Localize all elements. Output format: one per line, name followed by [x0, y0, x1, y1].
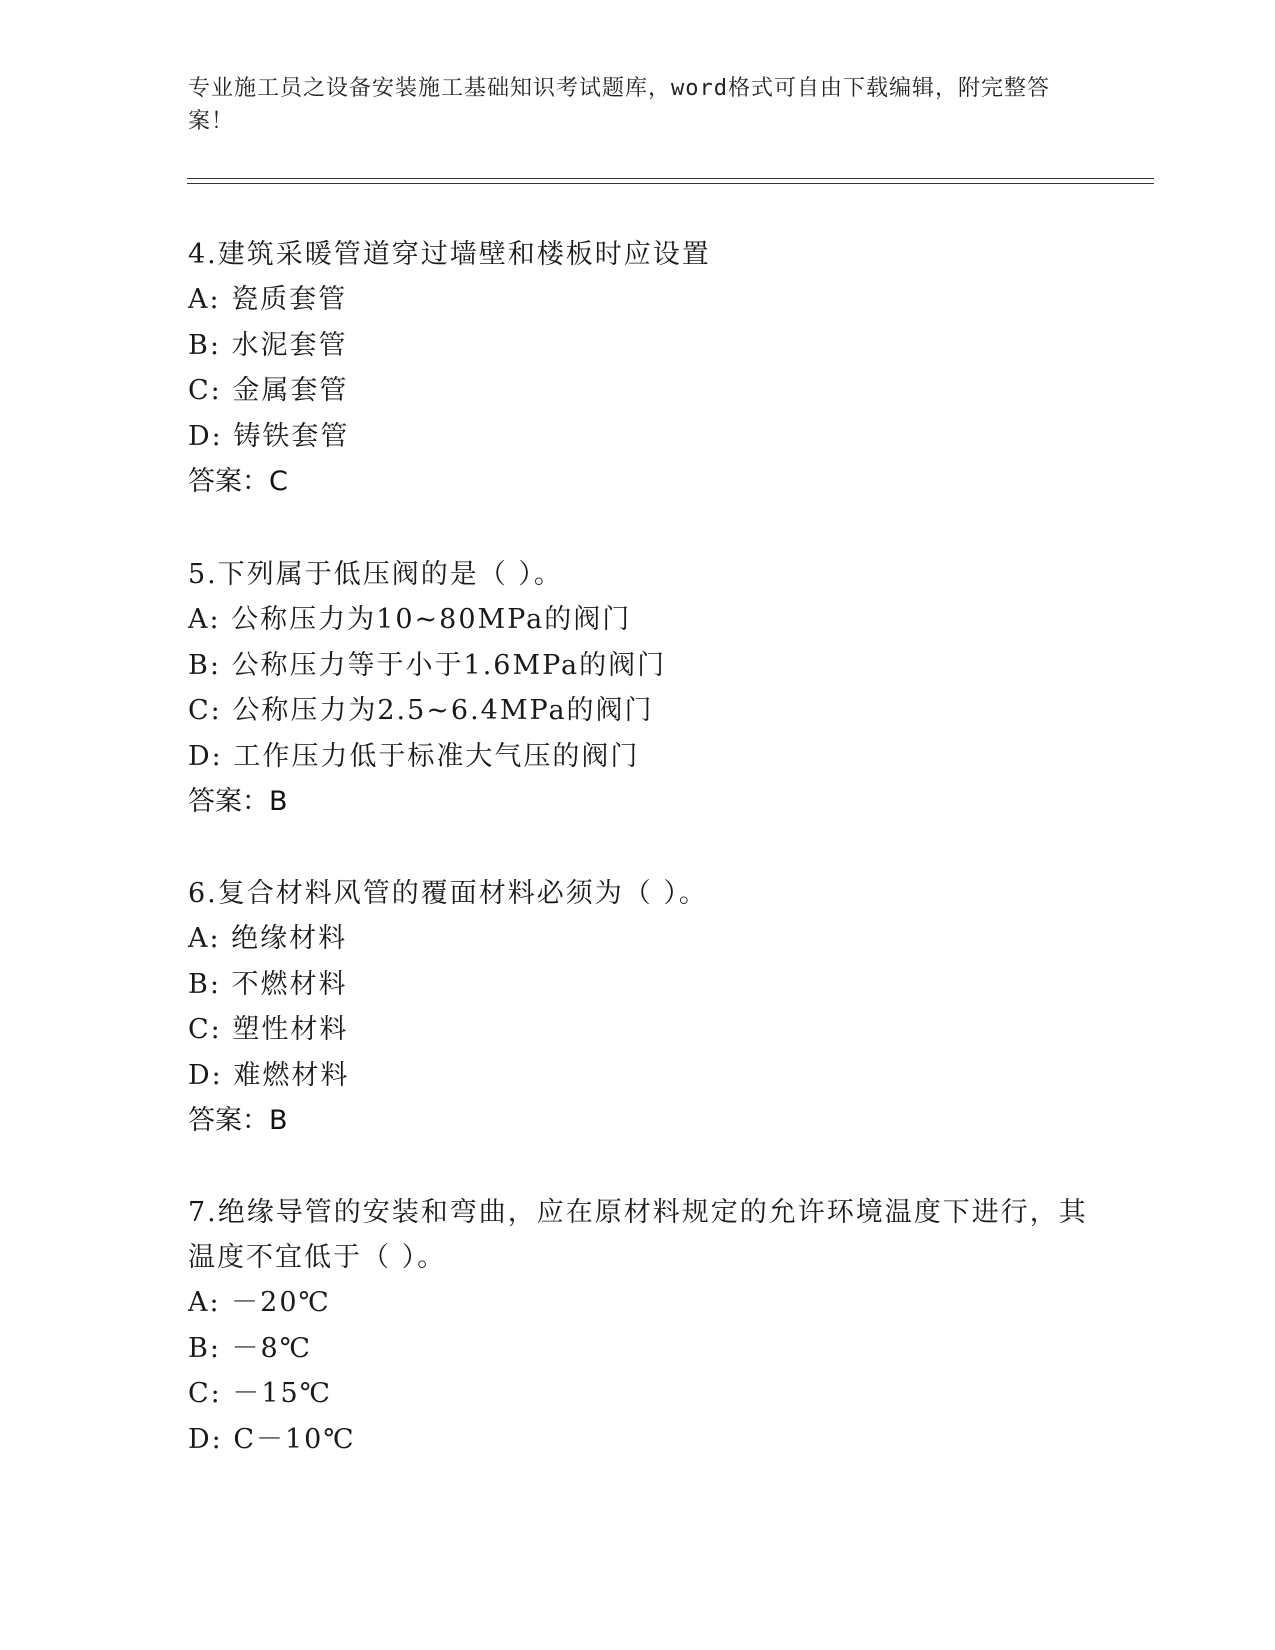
option-a: A: 瓷质套管 — [188, 284, 348, 315]
question-stem: 4.建筑采暖管道穿过墙壁和楼板时应设置 — [188, 239, 711, 270]
option-c: C: 公称压力为2.5~6.4MPa的阀门 — [188, 695, 654, 726]
question-stem: 7.绝缘导管的安装和弯曲，应在原材料规定的允许环境温度下进行，其温度不宜低于（ ）。 — [188, 1197, 1088, 1273]
option-a: A: －20℃ — [188, 1287, 331, 1318]
option-d: D: C－10℃ — [188, 1423, 356, 1455]
option-a: A: 绝缘材料 — [188, 923, 348, 954]
question-4 — [188, 232, 1088, 504]
question-stem: 6.复合材料风管的覆面材料必须为（ ）。 — [188, 878, 708, 909]
option-b: B: 公称压力等于小于1.6MPa的阀门 — [188, 649, 667, 681]
answer-label: 答案：B — [188, 1105, 288, 1136]
option-b: B: 水泥套管 — [188, 329, 348, 361]
document-header: 专业施工员之设备安装施工基础知识考试题库，word格式可自由下载编辑，附完整答案！ — [188, 76, 1050, 134]
option-d: D: 工作压力低于标准大气压的阀门 — [188, 740, 640, 772]
option-c: C: －15℃ — [188, 1378, 332, 1409]
option-b: B: －8℃ — [188, 1332, 312, 1364]
question-stem: 5.下列属于低压阀的是（ ）。 — [188, 559, 563, 590]
option-d: D: 铸铁套管 — [188, 420, 350, 452]
question-5 — [188, 552, 1088, 824]
header-divider-bottom — [187, 183, 1154, 184]
question-7 — [188, 1190, 1088, 1462]
option-d: D: 难燃材料 — [188, 1059, 350, 1091]
option-b: B: 不燃材料 — [188, 968, 348, 1000]
answer-label: 答案：B — [188, 786, 288, 817]
option-c: C: 金属套管 — [188, 375, 349, 406]
option-a: A: 公称压力为10~80MPa的阀门 — [188, 604, 632, 635]
question-6 — [188, 871, 1088, 1143]
header-divider-top — [187, 178, 1154, 179]
answer-label: 答案：C — [188, 466, 288, 497]
option-c: C: 塑性材料 — [188, 1014, 349, 1045]
